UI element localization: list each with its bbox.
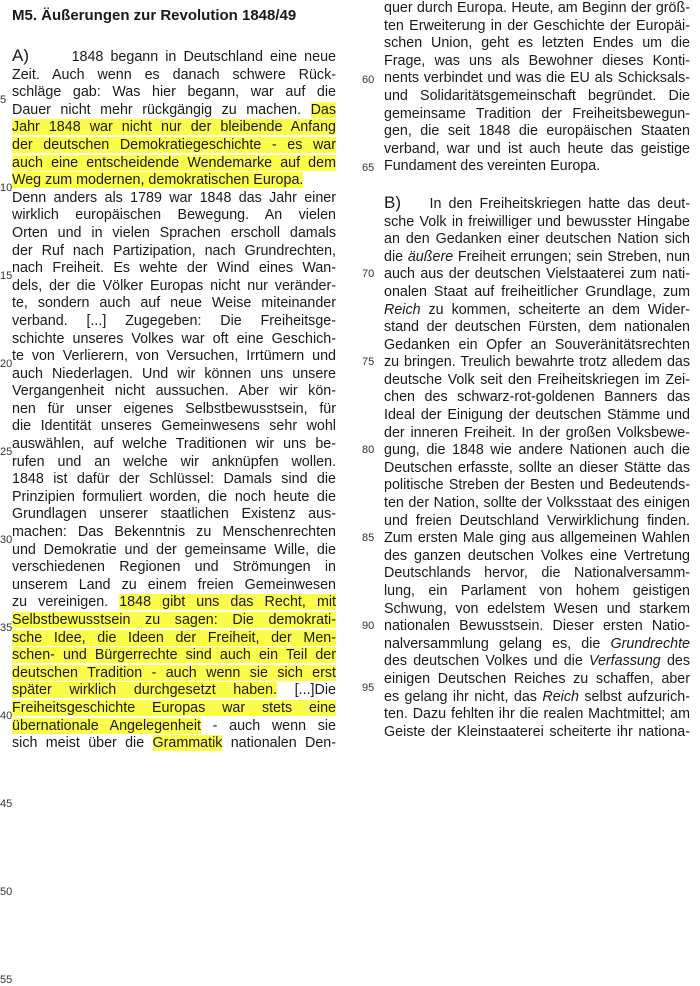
highlighted-text: sche Idee, die Ideen der Freiheit, der Men- bbox=[12, 629, 336, 646]
text-line: Denn anders als 1789 war 1848 das Jahr einer bbox=[12, 189, 336, 206]
text-line: die Identität unseres Gemeinwesens sehr wohl bbox=[12, 418, 336, 435]
text-line: deutsche Volk seit den Freiheitskriegen im Zei- bbox=[384, 371, 690, 388]
text-line: Zeit. Auch wenn es danach schwere Rück- bbox=[12, 66, 336, 83]
line-number: 15 bbox=[0, 270, 13, 282]
text-line: schichte unseres Volkes war oft eine Geschich- bbox=[12, 330, 336, 347]
section-marker-a: A) bbox=[12, 46, 29, 65]
line-number: 40 bbox=[0, 710, 13, 722]
right-column bbox=[384, 0, 690, 741]
line-number: 50 bbox=[0, 886, 13, 898]
highlighted-text: Grammatik bbox=[152, 735, 223, 752]
line-number: 5 bbox=[0, 94, 7, 106]
text-line: chen des schwarz-rot-goldenen Banners das bbox=[384, 389, 690, 406]
text-line: Dauer nicht mehr rückgängig zu machen. Das bbox=[12, 101, 336, 118]
text-line: sich meist über die Grammatik nationalen Den- bbox=[12, 735, 336, 752]
highlighted-text: Selbstbewusstsein zu sagen: Die demokrati- bbox=[12, 612, 336, 628]
line-number: 45 bbox=[0, 798, 13, 810]
text-line: machen: Das Bekenntnis zu Menschenrechten bbox=[12, 524, 336, 541]
highlighted-text: Weg zum modernen, demokratischen Europa. bbox=[12, 172, 304, 189]
text-line: Grundlagen unserer staatlichen Existenz aus- bbox=[12, 506, 336, 523]
text-line: auch aus der deutschen Vielstaaterei zum nati- bbox=[384, 266, 690, 283]
text-line: lung, ein Parlament von hohem geistigen bbox=[384, 583, 690, 599]
text-line: verband. [...] Zugegeben: Die Freiheitsge- bbox=[12, 312, 336, 329]
text-line: Deutschen erfasste, sollte an dieser Stätte das bbox=[384, 459, 690, 476]
highlighted-text: 1848 gibt uns das Recht, mit bbox=[119, 594, 336, 611]
highlighted-text: Das bbox=[310, 101, 336, 118]
text-line: gen, die seit 1848 die europäischen Staaten bbox=[384, 123, 690, 140]
emphasis: äußere bbox=[407, 248, 454, 265]
highlighted-text: Jahr 1848 war nicht nur der bleibende Anfang bbox=[12, 119, 336, 136]
text-line: Zum ersten Male ging aus allgemeinen Wahlen bbox=[384, 530, 690, 547]
text-line: Fundament des vereinten Europa. bbox=[384, 158, 601, 175]
text-line: die äußere Freiheit errungen; sein Streben, nun bbox=[384, 248, 690, 265]
text-line: verband, war und ist auch heute das geistige bbox=[384, 140, 690, 157]
section-gap bbox=[384, 176, 690, 194]
text-line: auch Niederlagen. Und wir können uns unsere bbox=[12, 365, 336, 382]
line-number: 30 bbox=[0, 534, 13, 546]
text-line: Prinzipien formuliert worden, die noch heute die bbox=[12, 488, 336, 505]
line-number: 20 bbox=[0, 358, 13, 370]
section-marker-b: B) bbox=[384, 192, 401, 212]
text-line bbox=[12, 630, 336, 648]
text-line: stand der deutschen Fürsten, dem nationalen bbox=[384, 319, 690, 336]
text-line bbox=[12, 612, 336, 630]
highlighted-text: später wirklich durchgesetzt haben. bbox=[12, 682, 278, 699]
line-number: 35 bbox=[0, 622, 13, 634]
text-line: der Ruf nach Partizipation, nach Grundrechten, bbox=[12, 242, 336, 259]
highlighted-text: schen- und Bürgerrechte sind auch ein Teil der bbox=[12, 647, 336, 664]
text-line: Vergangenheit nicht aussuchen. Aber wir kön- bbox=[12, 383, 336, 400]
line-number: 75 bbox=[362, 356, 375, 368]
text-line: des ganzen deutschen Volkes eine Vertretung bbox=[384, 547, 690, 564]
text-line: politische Streben der Besten und Bedeutends- bbox=[384, 477, 690, 494]
text-line: sche Volk in freiwilliger und bewusster Hingabe bbox=[384, 213, 690, 230]
line-number: 25 bbox=[0, 446, 13, 458]
text-line: verschiedenen Regionen und Strömungen in bbox=[12, 559, 336, 576]
left-column bbox=[12, 0, 336, 753]
text-line: Schwung, von edelstem Wesen und starkem bbox=[384, 600, 690, 617]
text-line: te von Verlierern, von Versuchen, Irrtümern und bbox=[12, 348, 336, 365]
text-line: zu bringen. Treulich bewahrte trotz alledem das bbox=[384, 354, 690, 371]
line-number: 10 bbox=[0, 182, 13, 194]
text-line: und Solidaritätsgemeinschaft begründet. Die bbox=[384, 87, 690, 104]
line-number: 70 bbox=[362, 268, 375, 280]
text-line: gung, die 1848 wie andere Nationen auch die bbox=[384, 442, 690, 459]
text-line: nents verbindet und was die EU als Schicksals- bbox=[384, 70, 690, 87]
text-line: schen Union, geht es letzten Endes um die bbox=[384, 35, 690, 52]
text-line: nen für unser eigenes Selbstbewusstsein, für bbox=[12, 400, 336, 417]
text-line bbox=[12, 647, 336, 665]
text-line: schläge gab: Was hier begann, war auf die bbox=[12, 84, 336, 101]
text-line: und freien Deutschland Verwirklichung finden. bbox=[384, 512, 690, 529]
line-number: 60 bbox=[362, 74, 375, 86]
text-line: der inneren Freiheit. In der großen Volksbewe- bbox=[384, 424, 690, 441]
text-line: rufen und an welche wir anknüpfen wollen. bbox=[12, 453, 336, 470]
text-line: es gelang ihr nicht, das Reich selbst aufzurich- bbox=[384, 688, 690, 705]
highlighted-text: Freiheitsgeschichte Europas war stets eine bbox=[12, 699, 336, 716]
text-line: Ideal der Einigung der deutschen Stämme und bbox=[384, 407, 690, 424]
text-line: Frage, was uns als Bewohner dieses Konti- bbox=[384, 52, 690, 69]
text-line: zu vereinigen. 1848 gibt uns das Recht, mit bbox=[12, 594, 336, 611]
text-line: Deutschlands hervor, die Nationalversamm- bbox=[384, 565, 690, 582]
text-line bbox=[12, 172, 336, 190]
text-line: 1848 ist dafür der Schlüssel: Damals sind die bbox=[12, 471, 336, 488]
highlighted-text: der deutschen Demokratiegeschichte - es war bbox=[12, 136, 336, 153]
text-line: ten. Dazu fehlten ihr die realen Machtmittel; am bbox=[384, 706, 690, 723]
line-number: 85 bbox=[362, 532, 375, 544]
emphasis: Grundrechte bbox=[610, 635, 690, 652]
text-line: B) In den Freiheitskriegen hatte das deut- bbox=[384, 192, 690, 212]
document-heading: M5. Äußerungen zur Revolution 1848/49 bbox=[12, 7, 297, 24]
emphasis: Verfassung bbox=[588, 653, 661, 670]
text-line: nalversammlung gelang es, die Grundrechte bbox=[384, 635, 690, 652]
emphasis: Reich bbox=[384, 301, 421, 318]
text-line: onalen Staat auf freiheitlicher Grundlage, zum bbox=[384, 283, 690, 300]
text-line: nach Freiheit. Es wehte der Wind eines Wan- bbox=[12, 260, 336, 277]
text-line bbox=[12, 155, 336, 173]
text-line: A) 1848 begann in Deutschland eine neue bbox=[12, 46, 336, 65]
text-line: dels, der die Völker Europas nicht nur veränder- bbox=[12, 277, 336, 294]
text-line: übernationale Angelegenheit - auch wenn sie bbox=[12, 717, 336, 734]
text-line: an den Gedanken einer deutschen Nation sich bbox=[384, 231, 690, 248]
text-line: wirklich europäischen Bewegung. An vielen bbox=[12, 207, 336, 224]
emphasis: Reich bbox=[542, 688, 579, 705]
text-line: und Demokratie und der gemeinsame Wille, die bbox=[12, 541, 336, 558]
text-line: des deutschen Volkes und die Verfassung des bbox=[384, 653, 690, 670]
text-line: einigen Deutschen Reiches zu schaffen, aber bbox=[384, 670, 690, 687]
highlighted-text: deutschen Tradition - auch wenn sie sich erst bbox=[12, 664, 336, 681]
text-line: auswählen, auf welche Traditionen wir uns be- bbox=[12, 436, 336, 453]
text-line: te, sondern auch auf neue Weise miteinander bbox=[12, 295, 336, 312]
text-line: gemeinsame Tradition der Freiheitsbewegun- bbox=[384, 105, 690, 122]
line-number: 55 bbox=[0, 974, 13, 986]
text-line bbox=[12, 700, 336, 718]
line-number: 90 bbox=[362, 620, 375, 632]
text-line: unserem Land zu einem freien Gemeinwesen bbox=[12, 576, 336, 593]
text-line: später wirklich durchgesetzt haben. [...]Die bbox=[12, 682, 336, 699]
text-line bbox=[12, 665, 336, 683]
text-line: Reich zu kommen, scheiterte an dem Wider- bbox=[384, 301, 690, 318]
text-line: Gedanken ein Opfer an Souveränitätsrechten bbox=[384, 336, 690, 353]
line-number: 95 bbox=[362, 682, 375, 694]
text-line: ten Erweiterung in der Geschichte der Europäi- bbox=[384, 17, 690, 34]
text-line: ten der Nation, sollte der Volksstaat des einigen bbox=[384, 495, 690, 512]
text-line: quer durch Europa. Heute, am Beginn der größ- bbox=[384, 0, 690, 16]
highlighted-text: auch eine entscheidende Wendemarke auf dem bbox=[12, 154, 336, 171]
text-line: nationalen Bewusstsein. Dieser ersten Natio- bbox=[384, 618, 690, 635]
text-line bbox=[12, 137, 336, 155]
line-number: 65 bbox=[362, 162, 375, 174]
text-line: Geiste der Kleinstaaterei scheiterte ihr nationa- bbox=[384, 723, 690, 740]
highlighted-text: übernationale Angelegenheit bbox=[12, 717, 201, 734]
line-number: 80 bbox=[362, 444, 375, 456]
text-line bbox=[12, 119, 336, 137]
text-line: Orten und in vielen Sprachen erscholl damals bbox=[12, 224, 336, 241]
